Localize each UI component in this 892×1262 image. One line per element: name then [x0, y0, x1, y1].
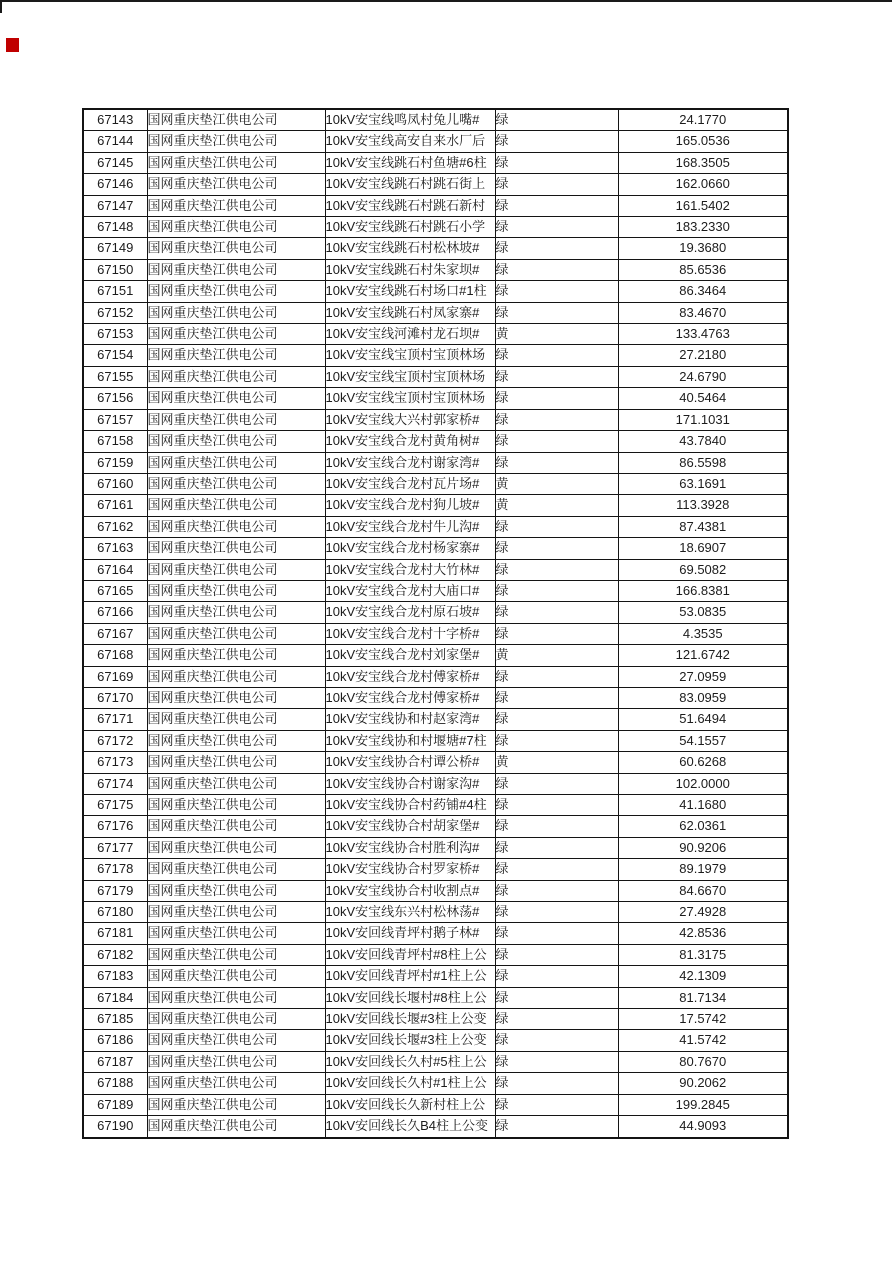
line-name-cell[interactable]: 10kV安宝线跳石村跳石新村 — [325, 195, 495, 216]
value-cell[interactable]: 171.1031 — [618, 409, 788, 430]
line-name-cell[interactable]: 10kV安宝线跳石村凤家寨# — [325, 302, 495, 323]
line-name-cell[interactable]: 10kV安宝线合龙村傅家桥# — [325, 687, 495, 708]
table-row — [83, 687, 788, 708]
status-label-cell[interactable]: 绿 — [495, 259, 618, 280]
table-row — [83, 302, 788, 323]
line-name-cell[interactable]: 10kV安宝线宝顶村宝顶林场 — [325, 345, 495, 366]
status-label-cell[interactable]: 黄 — [495, 645, 618, 666]
status-label-cell[interactable]: 绿 — [495, 1030, 618, 1051]
company-name-cell[interactable]: 国网重庆垫江供电公司 — [147, 645, 325, 666]
table-row — [83, 1116, 788, 1138]
value-cell[interactable]: 24.6790 — [618, 366, 788, 387]
line-name-cell[interactable]: 10kV安回线长久村#1柱上公 — [325, 1073, 495, 1094]
record-id-cell[interactable]: 67153 — [83, 324, 147, 345]
status-label-cell[interactable]: 绿 — [495, 602, 618, 623]
record-id-cell[interactable]: 67158 — [83, 431, 147, 452]
company-name-cell[interactable]: 国网重庆垫江供电公司 — [147, 816, 325, 837]
company-name-cell[interactable]: 国网重庆垫江供电公司 — [147, 452, 325, 473]
company-name-cell[interactable]: 国网重庆垫江供电公司 — [147, 987, 325, 1008]
record-id-cell[interactable]: 67163 — [83, 538, 147, 559]
record-id-cell[interactable]: 67151 — [83, 281, 147, 302]
line-name-cell[interactable]: 10kV安宝线协和村堰塘#7柱 — [325, 730, 495, 751]
record-id-cell[interactable]: 67145 — [83, 152, 147, 173]
value-cell[interactable]: 44.9093 — [618, 1116, 788, 1138]
company-name-cell[interactable]: 国网重庆垫江供电公司 — [147, 324, 325, 345]
table-row — [83, 559, 788, 580]
line-name-cell[interactable]: 10kV安宝线东兴村松林荡# — [325, 902, 495, 923]
table-row — [83, 1030, 788, 1051]
table-row — [83, 795, 788, 816]
company-name-cell[interactable]: 国网重庆垫江供电公司 — [147, 302, 325, 323]
value-cell[interactable]: 41.1680 — [618, 795, 788, 816]
power-line-data-table — [82, 108, 789, 1139]
value-cell[interactable]: 60.6268 — [618, 752, 788, 773]
value-cell[interactable]: 17.5742 — [618, 1009, 788, 1030]
value-cell[interactable]: 133.4763 — [618, 324, 788, 345]
table-row — [83, 259, 788, 280]
record-id-cell[interactable]: 67172 — [83, 730, 147, 751]
value-cell[interactable]: 27.2180 — [618, 345, 788, 366]
status-label-cell[interactable]: 绿 — [495, 687, 618, 708]
record-id-cell[interactable]: 67174 — [83, 773, 147, 794]
line-name-cell[interactable]: 10kV安宝线合龙村瓦片场# — [325, 473, 495, 494]
status-label-cell[interactable]: 绿 — [495, 1116, 618, 1138]
company-name-cell[interactable]: 国网重庆垫江供电公司 — [147, 238, 325, 259]
line-name-cell[interactable]: 10kV安宝线合龙村傅家桥# — [325, 666, 495, 687]
company-name-cell[interactable]: 国网重庆垫江供电公司 — [147, 109, 325, 131]
line-name-cell[interactable]: 10kV安宝线合龙村黄角树# — [325, 431, 495, 452]
record-id-cell[interactable]: 67154 — [83, 345, 147, 366]
value-cell[interactable]: 19.3680 — [618, 238, 788, 259]
table-row — [83, 473, 788, 494]
table-row — [83, 1094, 788, 1115]
record-id-cell[interactable]: 67176 — [83, 816, 147, 837]
company-name-cell[interactable]: 国网重庆垫江供电公司 — [147, 1051, 325, 1072]
table-row — [83, 816, 788, 837]
line-name-cell[interactable]: 10kV安宝线协合村药铺#4柱 — [325, 795, 495, 816]
record-id-cell[interactable]: 67147 — [83, 195, 147, 216]
table-row — [83, 409, 788, 430]
line-name-cell[interactable]: 10kV安宝线协合村谭公桥# — [325, 752, 495, 773]
value-cell[interactable]: 90.2062 — [618, 1073, 788, 1094]
company-name-cell[interactable]: 国网重庆垫江供电公司 — [147, 902, 325, 923]
record-id-cell[interactable]: 67149 — [83, 238, 147, 259]
status-label-cell[interactable]: 绿 — [495, 880, 618, 901]
status-label-cell[interactable]: 绿 — [495, 516, 618, 537]
table-row — [83, 902, 788, 923]
value-cell[interactable]: 199.2845 — [618, 1094, 788, 1115]
line-name-cell[interactable]: 10kV安宝线河滩村龙石坝# — [325, 324, 495, 345]
record-id-cell[interactable]: 67173 — [83, 752, 147, 773]
status-label-cell[interactable]: 绿 — [495, 217, 618, 238]
table-row — [83, 388, 788, 409]
status-label-cell[interactable]: 绿 — [495, 837, 618, 858]
record-id-cell[interactable]: 67183 — [83, 966, 147, 987]
status-label-cell[interactable]: 绿 — [495, 409, 618, 430]
record-id-cell[interactable]: 67169 — [83, 666, 147, 687]
status-label-cell[interactable]: 绿 — [495, 795, 618, 816]
record-id-cell[interactable]: 67144 — [83, 131, 147, 152]
table-row — [83, 987, 788, 1008]
record-id-cell[interactable]: 67159 — [83, 452, 147, 473]
record-id-cell[interactable]: 67167 — [83, 623, 147, 644]
value-cell[interactable]: 81.3175 — [618, 944, 788, 965]
status-label-cell[interactable]: 绿 — [495, 944, 618, 965]
table-row — [83, 602, 788, 623]
table-row — [83, 452, 788, 473]
line-name-cell[interactable]: 10kV安宝线合龙村刘家堡# — [325, 645, 495, 666]
record-id-cell[interactable]: 67175 — [83, 795, 147, 816]
table-row — [83, 1051, 788, 1072]
company-name-cell[interactable]: 国网重庆垫江供电公司 — [147, 880, 325, 901]
company-name-cell[interactable]: 国网重庆垫江供电公司 — [147, 966, 325, 987]
table-row — [83, 217, 788, 238]
status-label-cell[interactable]: 绿 — [495, 281, 618, 302]
table-row — [83, 752, 788, 773]
value-cell[interactable]: 42.8536 — [618, 923, 788, 944]
company-name-cell[interactable]: 国网重庆垫江供电公司 — [147, 152, 325, 173]
status-label-cell[interactable]: 绿 — [495, 859, 618, 880]
line-name-cell[interactable]: 10kV安宝线协合村罗家桥# — [325, 859, 495, 880]
table-row — [83, 174, 788, 195]
company-name-cell[interactable]: 国网重庆垫江供电公司 — [147, 944, 325, 965]
status-label-cell[interactable]: 黄 — [495, 324, 618, 345]
status-label-cell[interactable]: 绿 — [495, 388, 618, 409]
status-label-cell[interactable]: 绿 — [495, 709, 618, 730]
status-label-cell[interactable]: 绿 — [495, 452, 618, 473]
line-name-cell[interactable]: 10kV安宝线协合村胜利沟# — [325, 837, 495, 858]
status-label-cell[interactable]: 绿 — [495, 345, 618, 366]
value-cell[interactable]: 41.5742 — [618, 1030, 788, 1051]
red-marker-square — [6, 38, 19, 52]
table-row — [83, 131, 788, 152]
record-id-cell[interactable]: 67185 — [83, 1009, 147, 1030]
value-cell[interactable]: 161.5402 — [618, 195, 788, 216]
status-label-cell[interactable]: 绿 — [495, 431, 618, 452]
value-cell[interactable]: 80.7670 — [618, 1051, 788, 1072]
table-row — [83, 666, 788, 687]
company-name-cell[interactable]: 国网重庆垫江供电公司 — [147, 409, 325, 430]
status-label-cell[interactable]: 绿 — [495, 109, 618, 131]
table-row — [83, 923, 788, 944]
company-name-cell[interactable]: 国网重庆垫江供电公司 — [147, 837, 325, 858]
status-label-cell[interactable]: 绿 — [495, 131, 618, 152]
company-name-cell[interactable]: 国网重庆垫江供电公司 — [147, 217, 325, 238]
table-row — [83, 859, 788, 880]
value-cell[interactable]: 18.6907 — [618, 538, 788, 559]
line-name-cell[interactable]: 10kV安宝线合龙村十字桥# — [325, 623, 495, 644]
company-name-cell[interactable]: 国网重庆垫江供电公司 — [147, 1009, 325, 1030]
company-name-cell[interactable]: 国网重庆垫江供电公司 — [147, 131, 325, 152]
line-name-cell[interactable]: 10kV安宝线协合村谢家沟# — [325, 773, 495, 794]
company-name-cell[interactable]: 国网重庆垫江供电公司 — [147, 281, 325, 302]
company-name-cell[interactable]: 国网重庆垫江供电公司 — [147, 559, 325, 580]
status-label-cell[interactable]: 绿 — [495, 302, 618, 323]
value-cell[interactable]: 90.9206 — [618, 837, 788, 858]
value-cell[interactable]: 121.6742 — [618, 645, 788, 666]
line-name-cell[interactable]: 10kV安宝线合龙村大竹林# — [325, 559, 495, 580]
table-row — [83, 324, 788, 345]
line-name-cell[interactable]: 10kV安宝线跳石村跳石小学 — [325, 217, 495, 238]
status-label-cell[interactable]: 绿 — [495, 174, 618, 195]
table-row — [83, 431, 788, 452]
line-name-cell[interactable]: 10kV安回线青坪村鹅子林# — [325, 923, 495, 944]
value-cell[interactable]: 27.4928 — [618, 902, 788, 923]
record-id-cell[interactable]: 67189 — [83, 1094, 147, 1115]
line-name-cell[interactable]: 10kV安宝线跳石村跳石街上 — [325, 174, 495, 195]
status-label-cell[interactable]: 绿 — [495, 152, 618, 173]
record-id-cell[interactable]: 67181 — [83, 923, 147, 944]
line-name-cell[interactable]: 10kV安宝线协和村赵家湾# — [325, 709, 495, 730]
record-id-cell[interactable]: 67186 — [83, 1030, 147, 1051]
line-name-cell[interactable]: 10kV安宝线大兴村郭家桥# — [325, 409, 495, 430]
status-label-cell[interactable]: 绿 — [495, 366, 618, 387]
status-label-cell[interactable]: 绿 — [495, 773, 618, 794]
value-cell[interactable]: 87.4381 — [618, 516, 788, 537]
record-id-cell[interactable]: 67161 — [83, 495, 147, 516]
status-label-cell[interactable]: 黄 — [495, 752, 618, 773]
table-row — [83, 238, 788, 259]
line-name-cell[interactable]: 10kV安宝线跳石村场口#1柱 — [325, 281, 495, 302]
record-id-cell[interactable]: 67178 — [83, 859, 147, 880]
line-name-cell[interactable]: 10kV安宝线协合村收割点# — [325, 880, 495, 901]
record-id-cell[interactable]: 67164 — [83, 559, 147, 580]
value-cell[interactable]: 89.1979 — [618, 859, 788, 880]
status-label-cell[interactable]: 绿 — [495, 1051, 618, 1072]
record-id-cell[interactable]: 67182 — [83, 944, 147, 965]
status-label-cell[interactable]: 绿 — [495, 1073, 618, 1094]
status-label-cell[interactable]: 绿 — [495, 1094, 618, 1115]
table-row — [83, 152, 788, 173]
line-name-cell[interactable]: 10kV安宝线跳石村鱼塘#6柱 — [325, 152, 495, 173]
table-row — [83, 1073, 788, 1094]
company-name-cell[interactable]: 国网重庆垫江供电公司 — [147, 1030, 325, 1051]
line-name-cell[interactable]: 10kV安回线长久新村柱上公 — [325, 1094, 495, 1115]
record-id-cell[interactable]: 67157 — [83, 409, 147, 430]
line-name-cell[interactable]: 10kV安宝线合龙村狗儿坡# — [325, 495, 495, 516]
line-name-cell[interactable]: 10kV安回线长堰村#8柱上公 — [325, 987, 495, 1008]
company-name-cell[interactable]: 国网重庆垫江供电公司 — [147, 730, 325, 751]
table-row — [83, 345, 788, 366]
status-label-cell[interactable]: 绿 — [495, 666, 618, 687]
value-cell[interactable]: 168.3505 — [618, 152, 788, 173]
record-id-cell[interactable]: 67156 — [83, 388, 147, 409]
value-cell[interactable]: 85.6536 — [618, 259, 788, 280]
record-id-cell[interactable]: 67152 — [83, 302, 147, 323]
status-label-cell[interactable]: 绿 — [495, 923, 618, 944]
value-cell[interactable]: 162.0660 — [618, 174, 788, 195]
value-cell[interactable]: 53.0835 — [618, 602, 788, 623]
record-id-cell[interactable]: 67187 — [83, 1051, 147, 1072]
company-name-cell[interactable]: 国网重庆垫江供电公司 — [147, 538, 325, 559]
value-cell[interactable]: 83.0959 — [618, 687, 788, 708]
company-name-cell[interactable]: 国网重庆垫江供电公司 — [147, 795, 325, 816]
value-cell[interactable]: 62.0361 — [618, 816, 788, 837]
table-row — [83, 516, 788, 537]
status-label-cell[interactable]: 绿 — [495, 580, 618, 601]
table-row — [83, 623, 788, 644]
value-cell[interactable]: 63.1691 — [618, 473, 788, 494]
record-id-cell[interactable]: 67184 — [83, 987, 147, 1008]
company-name-cell[interactable]: 国网重庆垫江供电公司 — [147, 752, 325, 773]
status-label-cell[interactable]: 绿 — [495, 902, 618, 923]
record-id-cell[interactable]: 67177 — [83, 837, 147, 858]
value-cell[interactable]: 83.4670 — [618, 302, 788, 323]
company-name-cell[interactable]: 国网重庆垫江供电公司 — [147, 709, 325, 730]
table-row — [83, 195, 788, 216]
company-name-cell[interactable]: 国网重庆垫江供电公司 — [147, 580, 325, 601]
value-cell[interactable]: 81.7134 — [618, 987, 788, 1008]
company-name-cell[interactable]: 国网重庆垫江供电公司 — [147, 923, 325, 944]
company-name-cell[interactable]: 国网重庆垫江供电公司 — [147, 174, 325, 195]
status-label-cell[interactable]: 绿 — [495, 623, 618, 644]
status-label-cell[interactable]: 绿 — [495, 195, 618, 216]
line-name-cell[interactable]: 10kV安宝线宝顶村宝顶林场 — [325, 366, 495, 387]
record-id-cell[interactable]: 67160 — [83, 473, 147, 494]
table-row — [83, 709, 788, 730]
line-name-cell[interactable]: 10kV安回线青坪村#1柱上公 — [325, 966, 495, 987]
company-name-cell[interactable]: 国网重庆垫江供电公司 — [147, 345, 325, 366]
line-name-cell[interactable]: 10kV安宝线合龙村原石坡# — [325, 602, 495, 623]
company-name-cell[interactable]: 国网重庆垫江供电公司 — [147, 1073, 325, 1094]
value-cell[interactable]: 84.6670 — [618, 880, 788, 901]
value-cell[interactable]: 166.8381 — [618, 580, 788, 601]
line-name-cell[interactable]: 10kV安宝线高安自来水厂后 — [325, 131, 495, 152]
value-cell[interactable]: 4.3535 — [618, 623, 788, 644]
company-name-cell[interactable]: 国网重庆垫江供电公司 — [147, 259, 325, 280]
record-id-cell[interactable]: 67190 — [83, 1116, 147, 1138]
company-name-cell[interactable]: 国网重庆垫江供电公司 — [147, 623, 325, 644]
table-row — [83, 281, 788, 302]
table-row — [83, 837, 788, 858]
value-cell[interactable]: 24.1770 — [618, 109, 788, 131]
value-cell[interactable]: 43.7840 — [618, 431, 788, 452]
record-id-cell[interactable]: 67143 — [83, 109, 147, 131]
line-name-cell[interactable]: 10kV安宝线协合村胡家堡# — [325, 816, 495, 837]
company-name-cell[interactable]: 国网重庆垫江供电公司 — [147, 516, 325, 537]
company-name-cell[interactable]: 国网重庆垫江供电公司 — [147, 1094, 325, 1115]
value-cell[interactable]: 113.3928 — [618, 495, 788, 516]
value-cell[interactable]: 51.6494 — [618, 709, 788, 730]
status-label-cell[interactable]: 绿 — [495, 966, 618, 987]
record-id-cell[interactable]: 67150 — [83, 259, 147, 280]
company-name-cell[interactable]: 国网重庆垫江供电公司 — [147, 666, 325, 687]
page-top-border-line — [0, 0, 892, 2]
value-cell[interactable]: 27.0959 — [618, 666, 788, 687]
company-name-cell[interactable]: 国网重庆垫江供电公司 — [147, 773, 325, 794]
value-cell[interactable]: 42.1309 — [618, 966, 788, 987]
line-name-cell[interactable]: 10kV安回线长堰#3柱上公变 — [325, 1009, 495, 1030]
table-row — [83, 1009, 788, 1030]
line-name-cell[interactable]: 10kV安宝线合龙村牛儿沟# — [325, 516, 495, 537]
line-name-cell[interactable]: 10kV安宝线合龙村杨家寨# — [325, 538, 495, 559]
record-id-cell[interactable]: 67148 — [83, 217, 147, 238]
company-name-cell[interactable]: 国网重庆垫江供电公司 — [147, 366, 325, 387]
value-cell[interactable]: 183.2330 — [618, 217, 788, 238]
value-cell[interactable]: 165.0536 — [618, 131, 788, 152]
line-name-cell[interactable]: 10kV安宝线合龙村大庙口# — [325, 580, 495, 601]
table-row — [83, 880, 788, 901]
record-id-cell[interactable]: 67168 — [83, 645, 147, 666]
status-label-cell[interactable]: 绿 — [495, 987, 618, 1008]
value-cell[interactable]: 102.0000 — [618, 773, 788, 794]
table-row — [83, 966, 788, 987]
record-id-cell[interactable]: 67188 — [83, 1073, 147, 1094]
table-row — [83, 538, 788, 559]
line-name-cell[interactable]: 10kV安宝线跳石村朱家坝# — [325, 259, 495, 280]
table-row — [83, 773, 788, 794]
table-row — [83, 580, 788, 601]
status-label-cell[interactable]: 绿 — [495, 538, 618, 559]
line-name-cell[interactable]: 10kV安宝线跳石村松林坡# — [325, 238, 495, 259]
table-row — [83, 944, 788, 965]
company-name-cell[interactable]: 国网重庆垫江供电公司 — [147, 388, 325, 409]
company-name-cell[interactable]: 国网重庆垫江供电公司 — [147, 859, 325, 880]
record-id-cell[interactable]: 67165 — [83, 580, 147, 601]
status-label-cell[interactable]: 绿 — [495, 816, 618, 837]
status-label-cell[interactable]: 绿 — [495, 238, 618, 259]
value-cell[interactable]: 54.1557 — [618, 730, 788, 751]
line-name-cell[interactable]: 10kV安回线长堰#3柱上公变 — [325, 1030, 495, 1051]
value-cell[interactable]: 69.5082 — [618, 559, 788, 580]
company-name-cell[interactable]: 国网重庆垫江供电公司 — [147, 1116, 325, 1138]
table-row — [83, 645, 788, 666]
line-name-cell[interactable]: 10kV安回线长久村#5柱上公 — [325, 1051, 495, 1072]
line-name-cell[interactable]: 10kV安宝线宝顶村宝顶林场 — [325, 388, 495, 409]
company-name-cell[interactable]: 国网重庆垫江供电公司 — [147, 195, 325, 216]
table-row — [83, 730, 788, 751]
value-cell[interactable]: 40.5464 — [618, 388, 788, 409]
record-id-cell[interactable]: 67170 — [83, 687, 147, 708]
company-name-cell[interactable]: 国网重庆垫江供电公司 — [147, 602, 325, 623]
value-cell[interactable]: 86.5598 — [618, 452, 788, 473]
company-name-cell[interactable]: 国网重庆垫江供电公司 — [147, 473, 325, 494]
table-row — [83, 495, 788, 516]
line-name-cell[interactable]: 10kV安回线长久B4柱上公变 — [325, 1116, 495, 1138]
value-cell[interactable]: 86.3464 — [618, 281, 788, 302]
table-row — [83, 366, 788, 387]
status-label-cell[interactable]: 黄 — [495, 473, 618, 494]
record-id-cell[interactable]: 67166 — [83, 602, 147, 623]
record-id-cell[interactable]: 67179 — [83, 880, 147, 901]
record-id-cell[interactable]: 67171 — [83, 709, 147, 730]
status-label-cell[interactable]: 黄 — [495, 495, 618, 516]
page-left-edge-tick — [0, 0, 2, 13]
company-name-cell[interactable]: 国网重庆垫江供电公司 — [147, 495, 325, 516]
status-label-cell[interactable]: 绿 — [495, 1009, 618, 1030]
status-label-cell[interactable]: 绿 — [495, 559, 618, 580]
company-name-cell[interactable]: 国网重庆垫江供电公司 — [147, 687, 325, 708]
record-id-cell[interactable]: 67146 — [83, 174, 147, 195]
record-id-cell[interactable]: 67162 — [83, 516, 147, 537]
record-id-cell[interactable]: 67155 — [83, 366, 147, 387]
line-name-cell[interactable]: 10kV安回线青坪村#8柱上公 — [325, 944, 495, 965]
line-name-cell[interactable]: 10kV安宝线合龙村谢家湾# — [325, 452, 495, 473]
table-row — [83, 109, 788, 131]
record-id-cell[interactable]: 67180 — [83, 902, 147, 923]
line-name-cell[interactable]: 10kV安宝线鸣凤村兔儿嘴# — [325, 109, 495, 131]
status-label-cell[interactable]: 绿 — [495, 730, 618, 751]
company-name-cell[interactable]: 国网重庆垫江供电公司 — [147, 431, 325, 452]
